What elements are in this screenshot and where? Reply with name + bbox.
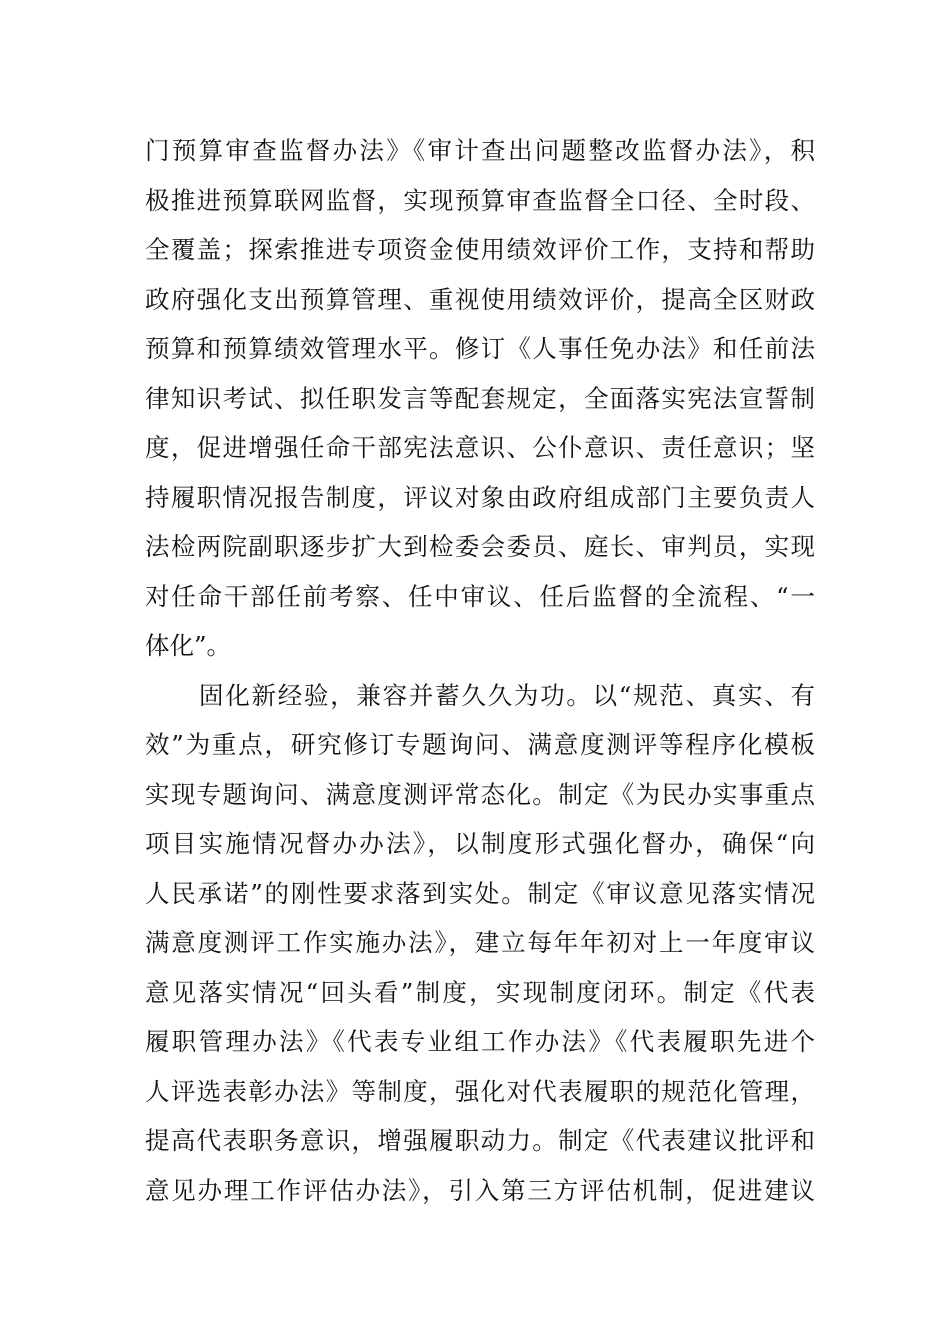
text-line: 持履职情况报告制度，评议对象由政府组成部门主要负责人 [145, 482, 815, 512]
text-line: 效”为重点，研究修订专题询问、满意度测评等程序化模板 [145, 730, 815, 759]
text-line: 预算和预算绩效管理水平。修订《人事任免办法》和任前法 [145, 334, 815, 363]
text-line: 实现专题询问、满意度测评常态化。制定《为民办实事重点 [145, 779, 815, 809]
text-line: 人民承诺”的刚性要求落到实处。制定《审议意见落实情况 [145, 878, 815, 908]
text-line: 人评选表彰办法》等制度，强化对代表履职的规范化管理， [145, 1076, 815, 1106]
text-line: 法检两院副职逐步扩大到检委会委员、庭长、审判员，实现 [145, 532, 815, 561]
paragraph-2 [145, 671, 815, 1216]
text-line: 极推进预算联网监督，实现预算审查监督全口径、全时段、 [145, 185, 815, 215]
text-line: 度，促进增强任命干部宪法意识、公仆意识、责任意识；坚 [145, 433, 815, 462]
text-line: 意见落实情况“回头看”制度，实现制度闭环。制定《代表 [145, 977, 815, 1007]
body-text [145, 126, 815, 1215]
paragraph-1 [145, 126, 815, 671]
text-line: 固化新经验，兼容并蓄久久为功。以“规范、真实、有 [199, 680, 815, 710]
text-line: 全覆盖；探索推进专项资金使用绩效评价工作，支持和帮助 [145, 235, 815, 264]
text-line: 履职管理办法》《代表专业组工作办法》《代表履职先进个 [145, 1027, 815, 1056]
text-line: 对任命干部任前考察、任中审议、任后监督的全流程、“一 [145, 581, 815, 611]
text-line: 满意度测评工作实施办法》，建立每年年初对上一年度审议 [145, 928, 815, 957]
text-line: 提高代表职务意识，增强履职动力。制定《代表建议批评和 [145, 1126, 815, 1155]
text-line: 门预算审查监督办法》《审计查出问题整改监督办法》，积 [145, 136, 815, 165]
text-line: 意见办理工作评估办法》，引入第三方评估机制，促进建议 [145, 1175, 815, 1205]
text-line: 政府强化支出预算管理、重视使用绩效评价，提高全区财政 [145, 284, 815, 314]
text-line: 项目实施情况督办办法》，以制度形式强化督办，确保“向 [145, 829, 815, 858]
text-line: 律知识考试、拟任职发言等配套规定，全面落实宪法宣誓制 [145, 383, 815, 413]
text-line: 体化”。 [145, 631, 232, 660]
